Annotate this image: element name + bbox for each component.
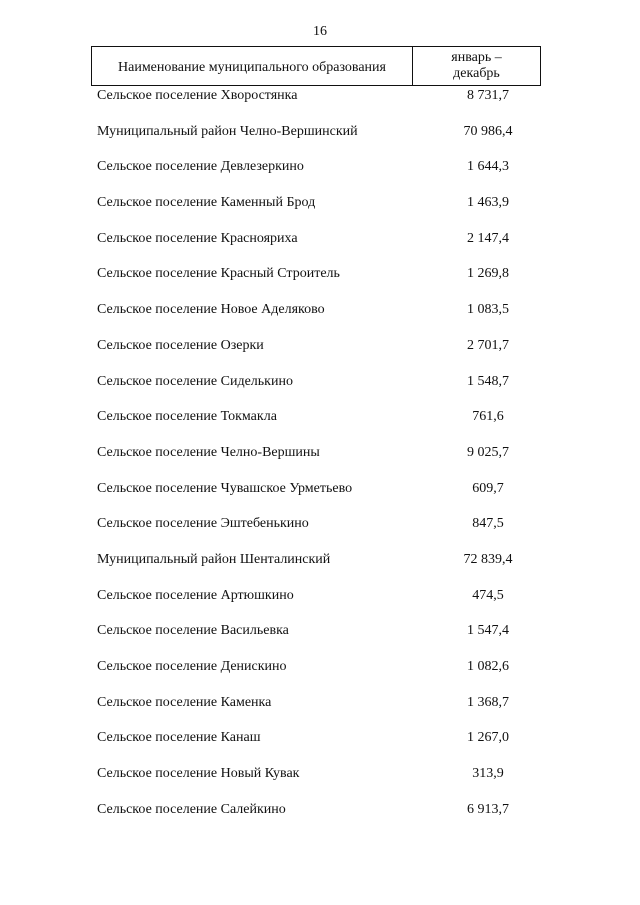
table-row [0,693,640,729]
period-value: 6 913,7 [467,801,509,817]
table-row [0,621,640,657]
municipality-name: Сельское поселение Канаш [97,730,261,746]
municipality-name: Муниципальный район Шенталинский [97,551,331,567]
municipality-name: Сельское поселение Васильевка [97,623,289,639]
table-row [0,550,640,586]
table-row [0,728,640,764]
municipality-name: Сельское поселение Сиделькино [97,373,293,389]
period-value: 847,5 [472,516,504,532]
period-value: 1 267,0 [467,730,509,746]
table-row [0,122,640,158]
period-value: 761,6 [472,409,504,425]
column-header-period [413,47,540,85]
municipality-name: Сельское поселение Чувашское Урметьево [97,480,353,496]
table-row [0,229,640,265]
period-value: 9 025,7 [467,444,509,460]
table-row [0,657,640,693]
table-row [0,764,640,800]
table-row [0,86,640,122]
municipality-name: Сельское поселение Краснояриха [97,230,298,246]
period-value: 1 083,5 [467,302,509,318]
period-value: 313,9 [472,766,504,782]
period-value: 1 644,3 [467,159,509,175]
municipality-name: Сельское поселение Озерки [97,337,264,353]
period-label-line2: декабрь [453,66,500,81]
municipality-name: Сельское поселение Новый Кувак [97,766,300,782]
table-row [0,407,640,443]
table-row [0,264,640,300]
period-value: 1 463,9 [467,195,509,211]
period-value: 474,5 [472,587,504,603]
period-value: 2 147,4 [467,230,509,246]
period-value: 72 839,4 [463,551,513,567]
period-value: 1 269,8 [467,266,509,282]
municipality-name: Сельское поселение Салейкино [97,801,286,817]
municipality-name: Сельское поселение Артюшкино [97,587,294,603]
period-value: 1 368,7 [467,694,509,710]
municipality-name: Сельское поселение Денискино [97,659,287,674]
municipality-name: Сельское поселение Девлезеркино [97,159,304,175]
table-body [0,86,640,835]
table-row [0,336,640,372]
municipality-name: Сельское поселение Токмакла [97,409,277,425]
municipality-name: Сельское поселение Красный Строитель [97,266,340,282]
municipality-name: Сельское поселение Эштебенькино [97,516,309,532]
period-value: 2 701,7 [467,337,509,353]
period-value: 8 731,7 [467,88,509,103]
municipality-name: Сельское поселение Новое Аделяково [97,302,325,318]
table-row [0,514,640,550]
page-number: 16 [313,24,327,39]
table-row [0,800,640,836]
municipality-name: Сельское поселение Хворостянка [97,88,298,103]
period-value: 609,7 [472,480,504,496]
table-row [0,372,640,408]
table-row [0,157,640,193]
column-header-name: Наименование муниципального образования [92,47,413,85]
table-row [0,479,640,515]
table-row [0,586,640,622]
municipality-name: Сельское поселение Каменка [97,694,272,710]
municipality-name: Сельское поселение Челно-Вершины [97,444,320,460]
table-row [0,300,640,336]
table-header [91,46,541,86]
period-value: 1 548,7 [467,373,509,389]
period-value: 1 082,6 [467,659,509,674]
municipality-name: Сельское поселение Каменный Брод [97,195,316,211]
period-value: 70 986,4 [463,123,513,139]
table-row [0,443,640,479]
municipality-name: Муниципальный район Челно-Вершинский [97,123,358,139]
period-label-line1: январь – [451,50,502,65]
table-row [0,193,640,229]
period-value: 1 547,4 [467,623,509,639]
